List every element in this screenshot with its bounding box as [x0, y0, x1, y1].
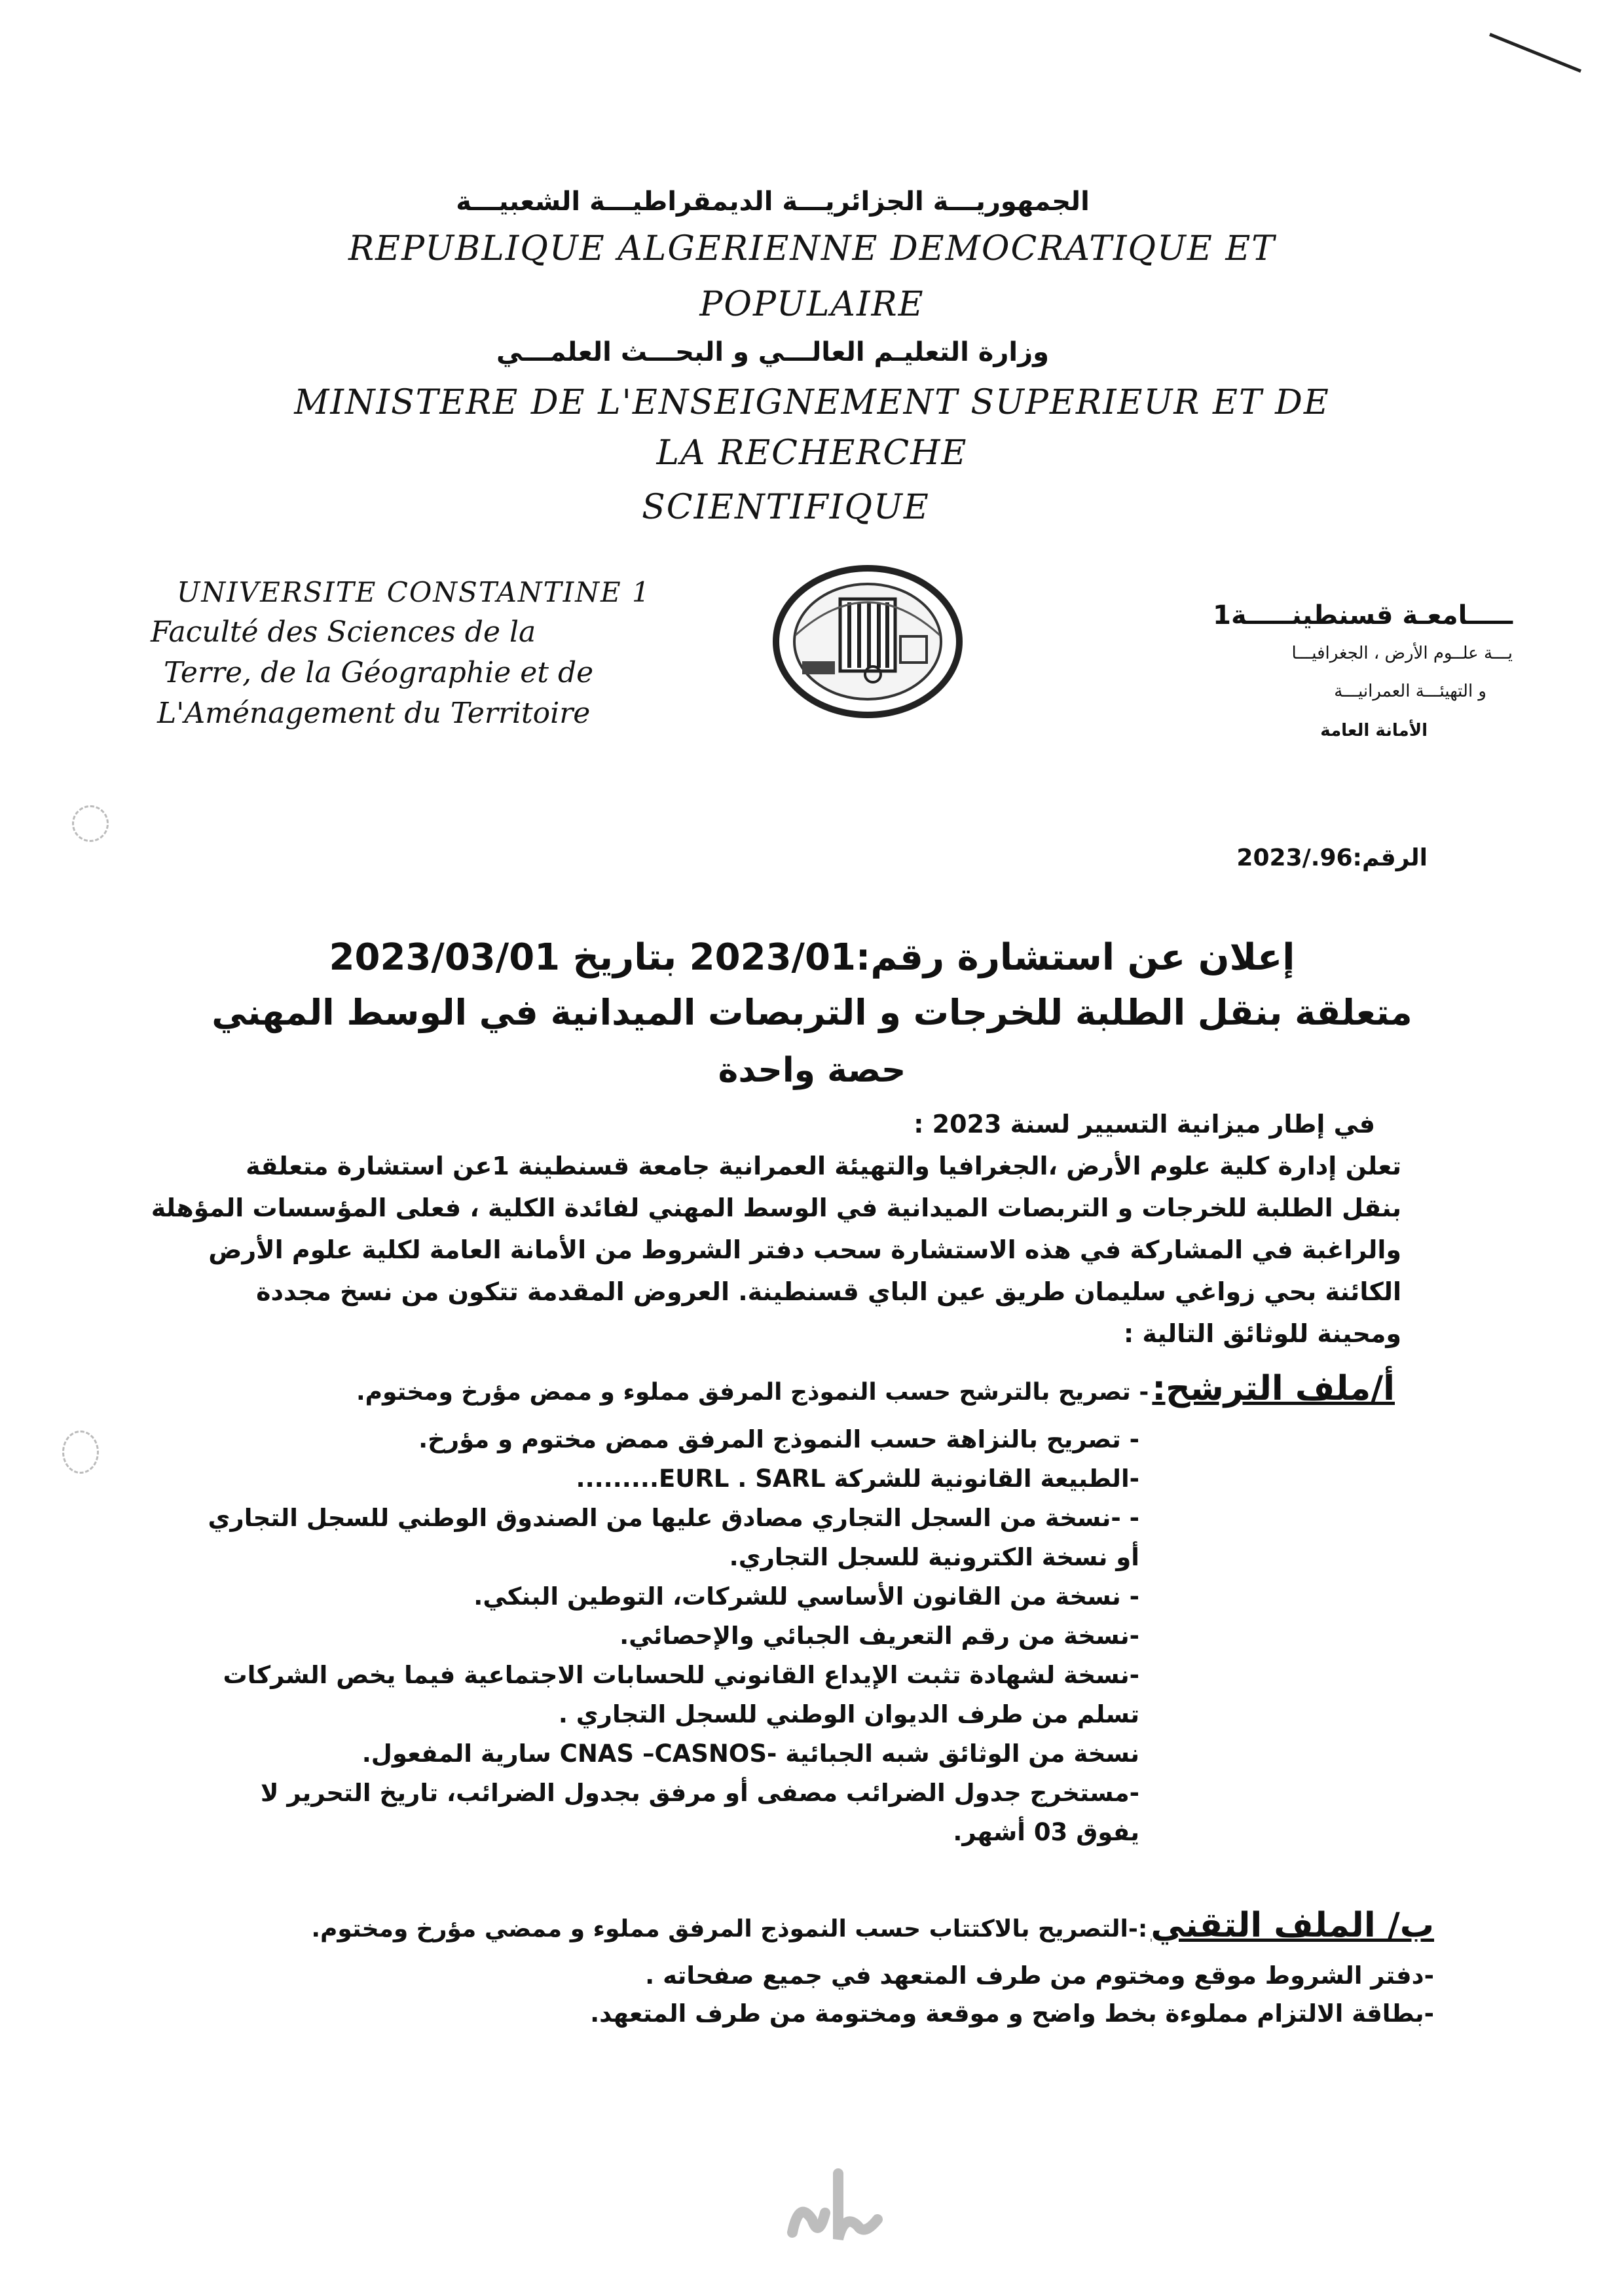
section-b-heading: ب/ الملف التقني	[1151, 1906, 1434, 1945]
intro-line-5: الكائنة بحي زواغي سليمان طريق عين الباي قسنطينة. العروض المقدمة تتكون من نسخ مجددة	[256, 1277, 1401, 1306]
section-b-item: -بطاقة الالتزام مملوءة بخط واضح و موقعة ومختومة من طرف المتعهد.	[590, 1999, 1434, 2028]
intro-line-2: تعلن إدارة كلية علوم الأرض ،الجغرافيا والتهيئة العمرانية جامعة قسنطينة 1عن استشارة متعلقة	[246, 1152, 1401, 1180]
section-a-item: - نسخة من القانون الأساسي للشركات، التوطين البنكي.	[473, 1582, 1139, 1611]
reference-label: الرقم:	[1352, 845, 1428, 871]
arabic-republic-title: الجمهوريـــة الجزائريـــة الديمقراطيـــة الشعبيـــة	[456, 187, 1090, 217]
section-a-item: -الطبيعة القانونية للشركة EURL . SARL.........	[576, 1465, 1139, 1493]
section-a-item: -مستخرج جدول الضرائب مصفى أو مرفق بجدول الضرائب، تاريخ التحرير لا	[260, 1779, 1139, 1807]
reference-value: 2023/.96	[1236, 845, 1353, 871]
section-b-item: -دفتر الشروط موقع ومختوم من طرف المتعهد في جميع صفحاته .	[645, 1961, 1434, 1990]
section-a-heading: أ/ملف الترشح:	[1152, 1369, 1395, 1408]
reference-number	[1113, 845, 1428, 871]
faculty-block-fr	[151, 573, 753, 734]
intro-line-4: والراغبة في المشاركة في هذه الاستشارة سحب دفتر الشروط من الأمانة العامة لكلية علوم الأرض	[208, 1235, 1401, 1264]
faculty-ar-line-2: يـــة علــوم الأرض ، الجغرافيـــا	[1291, 644, 1513, 663]
french-republic-line-2: POPULAIRE	[699, 285, 925, 324]
faculty-ar-line-3: و التهيئـــة العمرانيـــة	[1334, 682, 1486, 701]
section-a-first-item: - تصريح بالترشح حسب النموذج المرفق مملوء و ممض مؤرخ ومختوم.	[356, 1379, 1149, 1406]
french-ministry-line-2: LA RECHERCHE	[656, 433, 968, 473]
section-a-item: يفوق 03 أشهر.	[953, 1818, 1139, 1846]
section-a-item: أو نسخة الكترونية للسجل التجاري.	[729, 1543, 1139, 1571]
intro-line-3: بنقل الطلبة للخرجات و التربصات الميدانية في الوسط المهني لفائدة الكلية ، فعلى المؤسسات المؤهلة	[151, 1194, 1401, 1222]
intro-line-1: في إطار ميزانية التسيير لسنة 2023 :	[913, 1110, 1375, 1139]
section-a-item: -نسخة لشهادة تثبت الإيداع القانوني للحسابات الاجتماعية فيما يخص الشركات	[223, 1661, 1139, 1689]
announcement-title-line-1: إعلان عن استشارة رقم:2023/01 بتاريخ 2023/03/01	[329, 936, 1295, 979]
section-a-candidacy	[196, 1365, 1395, 1852]
section-a-item: - تصريح بالنزاهة حسب النموذج المرفق ممض مختوم و مؤرخ.	[418, 1425, 1139, 1453]
section-a-item: - -نسخة من السجل التجاري مصادق عليها من الصندوق الوطني للسجل التجاري	[208, 1504, 1139, 1532]
section-a-item: نسخة من الوثائق شبه الجبائية -CNAS –CASNOS سارية المفعول.	[361, 1740, 1139, 1768]
section-b-first-line	[196, 1902, 1434, 1957]
university-seal-icon	[769, 563, 966, 720]
scan-speck-mark	[62, 1430, 99, 1474]
scan-speck-mark	[72, 805, 109, 842]
arabic-ministry-title: وزارة التعليـم العالـــي و البحـــث العلمـــي	[496, 337, 1050, 367]
intro-line-6: ومحينة للوثائق التالية :	[1123, 1319, 1401, 1348]
section-b-first-item: :-التصريح بالاكتتاب حسب النموذج المرفق مملوء و ممضي مؤرخ ومختوم.	[311, 1916, 1148, 1942]
faculty-ar-line-4: الأمانة العامة	[1320, 721, 1428, 740]
announcement-title-line-2: متعلقة بنقل الطلبة للخرجات و التربصات الميدانية في الوسط المهني	[212, 992, 1412, 1033]
faculty-block-ar	[1213, 596, 1513, 750]
section-a-item: -نسخة من رقم التعريف الجبائي والإحصائي.	[619, 1622, 1139, 1650]
faculty-fr-line-2: Faculté des Sciences de la	[151, 615, 536, 649]
section-b-list	[196, 1957, 1434, 2033]
section-a-list	[196, 1420, 1395, 1852]
section-a-first-line	[196, 1365, 1395, 1420]
french-ministry-line-1: MINISTERE DE L'ENSEIGNEMENT SUPERIEUR ET DE	[294, 383, 1330, 422]
section-a-item: تسلم من طرف الديوان الوطني للسجل التجاري .	[558, 1700, 1139, 1728]
pen-stroke-mark	[1489, 33, 1581, 73]
faculty-fr-line-1: UNIVERSITE CONSTANTINE 1	[177, 576, 651, 608]
french-republic-line-1: REPUBLIQUE ALGERIENNE DEMOCRATIQUE ET	[348, 229, 1276, 268]
faculty-fr-line-3: Terre, de la Géographie et de	[164, 656, 594, 689]
intro-paragraph	[151, 1103, 1401, 1355]
announcement-title-line-3: حصة واحدة	[718, 1051, 906, 1090]
faculty-ar-line-1: ـــــامعـة قسنطينـــــة1	[1213, 600, 1513, 630]
french-ministry-line-3: SCIENTIFIQUE	[642, 488, 930, 527]
faculty-fr-line-4: L'Aménagement du Territoire	[157, 697, 591, 730]
section-b-technical	[196, 1902, 1434, 2033]
handwritten-initials-signature	[786, 2160, 891, 2259]
